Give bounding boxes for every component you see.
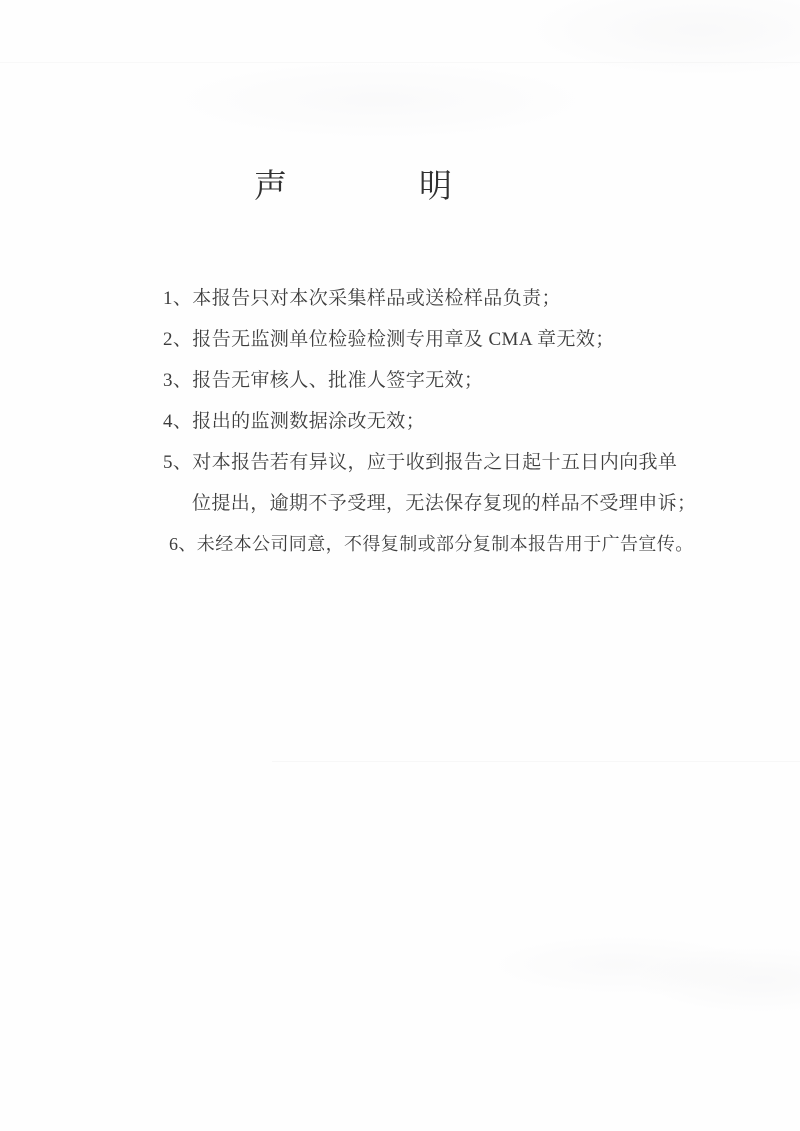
statement-list	[163, 278, 763, 565]
statement-line-2: 2、报告无监测单位检验检测专用章及 CMA 章无效；	[163, 329, 615, 350]
statement-line-3: 3、报告无审核人、批准人签字无效；	[163, 370, 484, 391]
statement-line-4: 4、报出的监测数据涂改无效；	[163, 411, 426, 432]
statement-line-5: 5、对本报告若有异议，应于收到报告之日起十五日内向我单	[163, 452, 678, 473]
statement-line-6: 6、未经本公司同意，不得复制或部分复制本报告用于广告宣传。	[169, 534, 694, 554]
statement-line-1: 1、本报告只对本次采集样品或送检样品负责；	[163, 288, 561, 309]
scan-artifact-line	[0, 62, 800, 63]
statement-line-5-continuation: 位提出，逾期不予受理，无法保存复现的样品不受理申诉；	[192, 493, 697, 514]
title-char-left: 声	[254, 169, 287, 205]
scan-artifact-line	[272, 761, 800, 762]
page-title	[254, 167, 452, 207]
title-char-right: 明	[419, 169, 452, 205]
